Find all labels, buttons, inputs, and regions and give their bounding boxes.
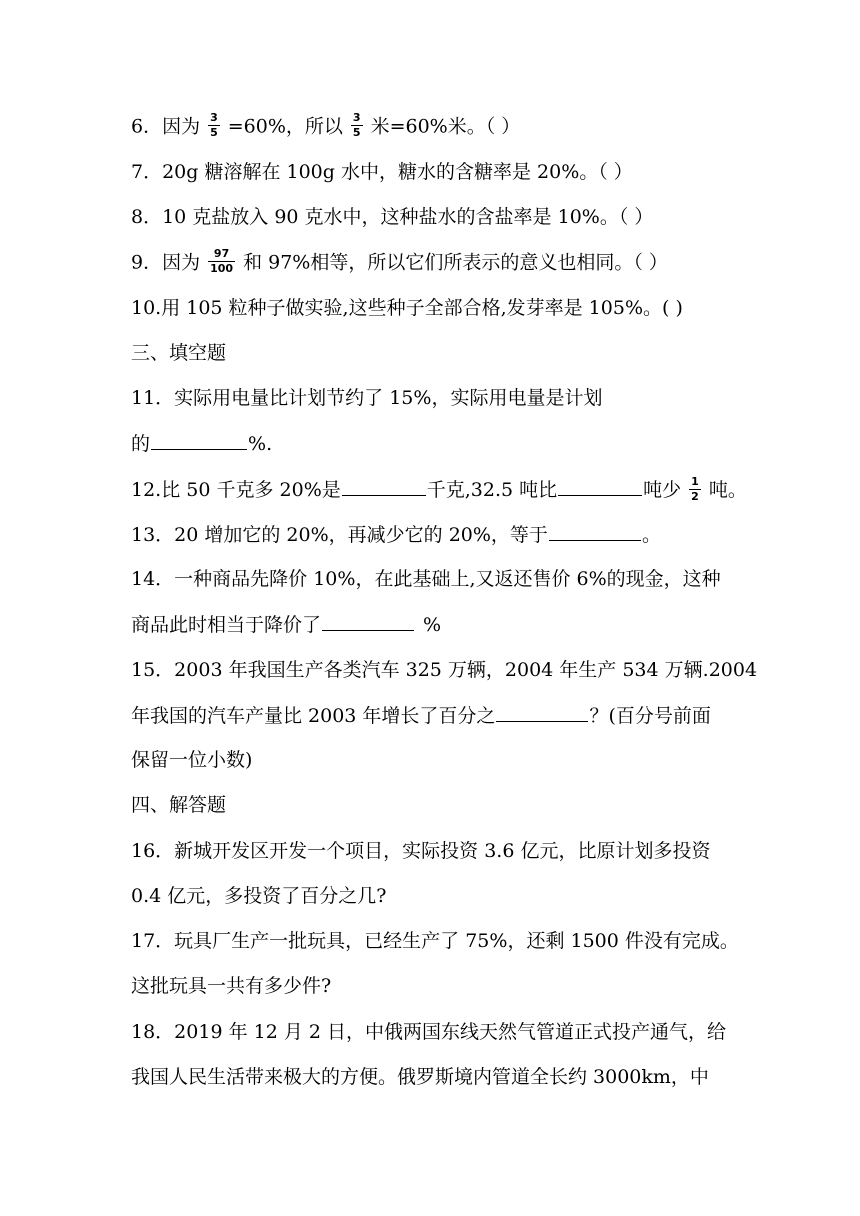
q15-text-b: ？(百分号前面 (589, 705, 711, 727)
question-11-line-1: 11．实际用电量比计划节约了 15%，实际用电量是计划 (131, 387, 603, 409)
q13-text-b: 。 (641, 524, 661, 546)
question-14-line-2 (131, 612, 750, 637)
question-8: 8．10 克盐放入 90 克水中，这种盐水的含盐率是 10%。（ ） (131, 206, 654, 228)
q11-text-a: 的 (131, 433, 151, 455)
fraction-97-100: $\frac{97}{100}$ (210, 247, 234, 275)
q13-text-a: 13．20 增加它的 20%，再减少它的 20%，等于 (131, 524, 548, 546)
question-15-line-1: 15．2003 年我国生产各类汽车 325 万辆，2004 年生产 534 万辆.2004 (131, 659, 758, 681)
q6-text-a: 6．因为 (131, 115, 201, 138)
question-14-line-1: 14．一种商品先降价 10%，在此基础上,又返还售价 6%的现金，这种 (131, 568, 721, 590)
question-12 (131, 474, 750, 505)
question-15-line-2 (131, 703, 750, 728)
answer-blank[interactable] (322, 612, 414, 631)
question-10: 10.用 105 粒种子做实验,这些种子全部合格,发芽率是 105%。( ) (131, 297, 683, 319)
answer-blank[interactable] (549, 522, 641, 541)
answer-blank[interactable] (151, 431, 247, 450)
question-17-line-1: 17．玩具厂生产一批玩具，已经生产了 75%，还剩 1500 件没有完成。 (131, 930, 739, 952)
question-15-line-3: 保留一位小数) (131, 749, 253, 771)
q9-text-a: 9．因为 (131, 251, 201, 274)
q9-text-b: 和 97%相等，所以它们所表示的意义也相同。（ ） (243, 251, 668, 274)
q6-text-b: =60%，所以 (227, 115, 343, 138)
q12-text-c: 吨少 (643, 479, 682, 501)
question-18-line-1: 18．2019 年 12 月 2 日，中俄两国东线天然气管道正式投产通气，给 (131, 1021, 726, 1043)
question-13 (131, 522, 750, 547)
fraction-3-5-second: $\frac{3}{5}$ (352, 111, 361, 139)
q12-text-d: 吨。 (708, 479, 747, 501)
q14-text-a: 商品此时相当于降价了 (131, 614, 322, 636)
q12-text-b: 千克,32.5 吨比 (426, 479, 558, 501)
question-16-line-1: 16．新城开发区开发一个项目，实际投资 3.6 亿元，比原计划多投资 (131, 840, 711, 862)
question-17-line-2: 这批玩具一共有多少件? (131, 975, 332, 997)
question-11-line-2 (131, 431, 750, 456)
fraction-3-5: $\frac{3}{5}$ (210, 111, 218, 139)
q12-text-a: 12.比 50 千克多 20%是 (131, 479, 341, 501)
question-6 (131, 111, 750, 141)
question-7: 7．20g 糖溶解在 100g 水中，糖水的含糖率是 20%。（ ） (131, 161, 633, 183)
q15-text-a: 年我国的汽车产量比 2003 年增长了百分之 (131, 705, 496, 727)
q6-text-c: 米=60%米。（ ） (370, 115, 521, 138)
question-18-line-2: 我国人民生活带来极大的方便。俄罗斯境内管道全长约 3000km，中 (131, 1066, 709, 1088)
answer-blank[interactable] (558, 477, 642, 496)
q11-text-b: %. (248, 433, 273, 455)
section-heading-fill-in: 三、填空题 (131, 342, 227, 364)
fraction-1-2: $\frac{1}{2}$ (691, 474, 699, 503)
q14-text-b: % (423, 614, 442, 636)
section-heading-problems: 四、解答题 (131, 794, 227, 816)
question-9 (131, 247, 750, 277)
question-16-line-2: 0.4 亿元，多投资了百分之几? (131, 885, 387, 907)
answer-blank[interactable] (342, 477, 426, 496)
answer-blank[interactable] (496, 703, 588, 722)
